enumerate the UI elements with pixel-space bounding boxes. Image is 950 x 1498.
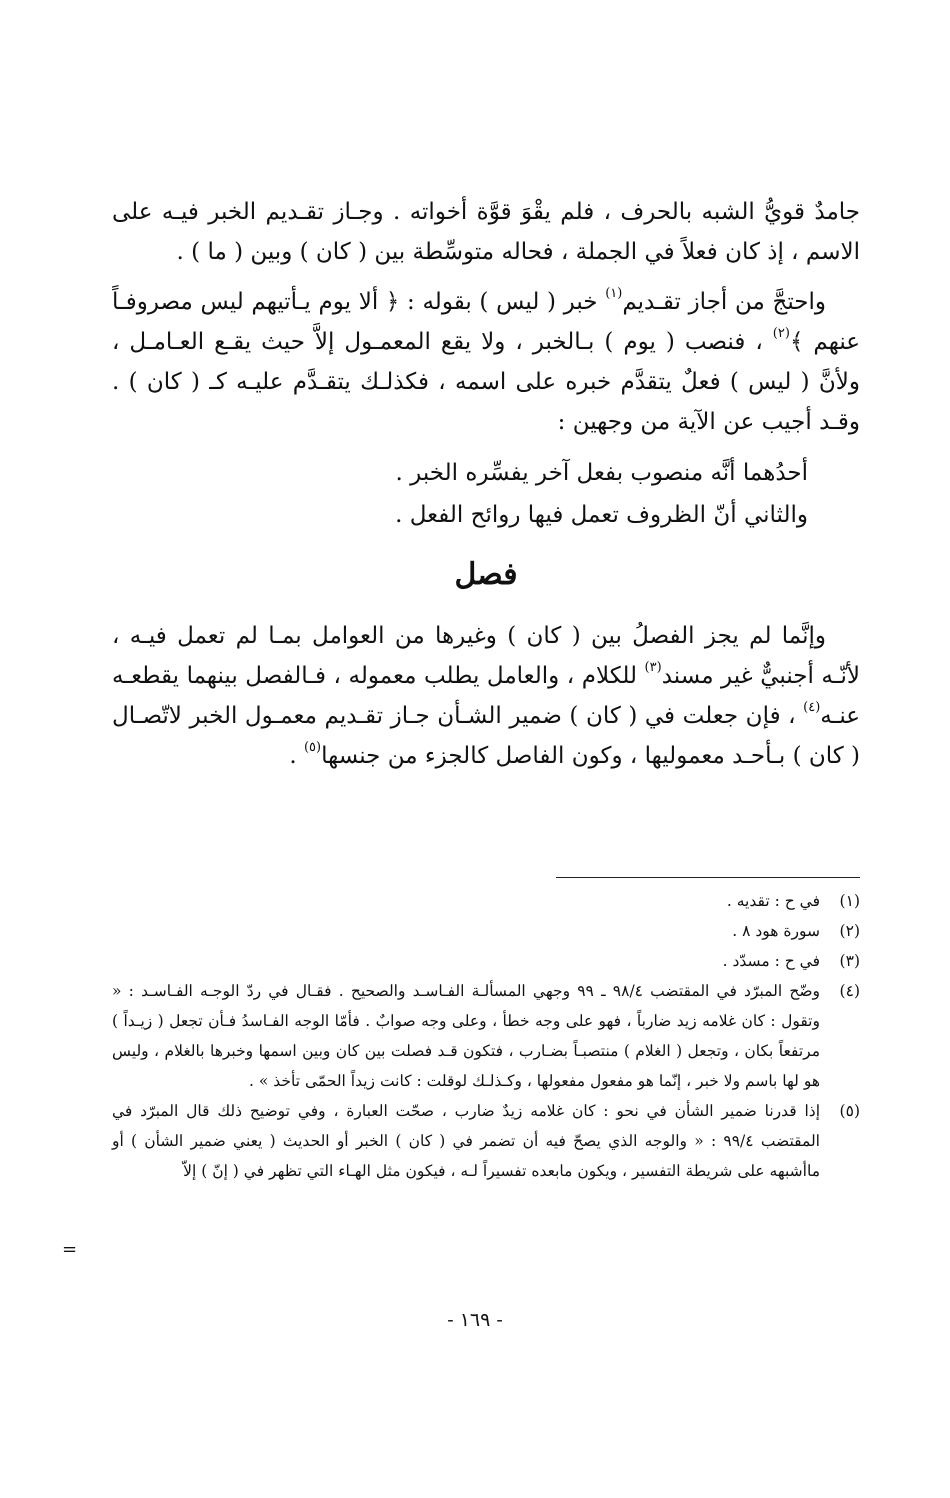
paragraph-2-part-c: ، فنصب ( يوم ) بـالخبر ، ولا يقع المعمـول إلاَّ حيث يقـع العـامـل ، ولأنَّ ( ليس ) فعلٌ يتقدَّم خبره على اسمه ، فكذلـك يتقـدَّم عليـه كـ ( كان ) . وقـد أجيب عن الآية من وجهين : xyxy=(112,329,860,435)
page-number: - ١٦٩ - xyxy=(447,1309,503,1331)
footnote-3 xyxy=(112,946,860,976)
footnote-number: (٥) xyxy=(839,1102,860,1120)
paragraph-3-part-b: للكلام ، والعامل يطلب معموله ، فـالفصل بينهما يقطعـه عنـه xyxy=(112,663,860,729)
paragraph-2-part-b: خبر ( ليس ) بقوله : ﴿ ألا يوم يـأتيهم ليس مصروفـاً عنهم ﴾ xyxy=(112,289,860,355)
footnote-1 xyxy=(112,886,860,916)
footnote-text: في ح : مسدّد . xyxy=(722,952,820,970)
case-second: والثاني أنّ الظروف تعمل فيها روائح الفعل . xyxy=(395,502,808,528)
footnote-text: في ح : تقديه . xyxy=(726,892,820,910)
footnote-number: (٣) xyxy=(839,952,860,970)
continuation-mark: = xyxy=(62,1239,78,1260)
footnote-ref-4: (٤) xyxy=(803,700,821,715)
paragraph-3-part-a: وإنَّما لم يجز الفصلُ بين ( كان ) وغيرها من العوامل بمـا لم تعمل فيـه ، لأنّـه أجنبيٌّ غير مسند xyxy=(112,623,860,689)
two-cases xyxy=(112,452,860,536)
case-first: أحدُهما أنَّه منصوب بفعل آخر يفسِّره الخبر . xyxy=(395,460,808,486)
paragraph-2 xyxy=(112,282,860,442)
footnote-text: وضّح المبرّد في المقتضب ٩٨/٤ ـ ٩٩ وجهي المسألـة الفـاسـد والصحيح . فقـال في ردّ الوجـه الفـاسـد : « وتقول : كان غلامه زيد ضارباً ، فهو على وجه خطأ ، وعلى وجه صوابٌ . فأمّا الوجه الفـاسدُ فـأن تجعل ( زيـداً ) مرتفعاً بكان ، وتجعل ( الغلام ) منتصبـاً بضـارب ، فتكون قـد فصلت بين كان وبين اسمها وخبرها بالغلام ، وليس هو لها باسم ولا خبر ، إنّما هو مفعول مفعولها ، وكـذلـك لوقلت : كانت زيداً الحمّى تأخذ » . xyxy=(112,982,820,1090)
footnote-ref-1: (١) xyxy=(605,286,623,301)
footnote-ref-5: (٥) xyxy=(303,740,322,755)
footnote-ref-3: (٣) xyxy=(644,660,662,675)
paragraph-2-part-a: واحتجَّ من أجاز تقـديم xyxy=(622,289,826,315)
paragraph-3 xyxy=(112,616,860,776)
section-heading: فصل xyxy=(454,557,518,592)
main-text xyxy=(112,192,860,786)
footnote-2 xyxy=(112,916,860,946)
footnote-number: (١) xyxy=(839,892,860,910)
footnotes xyxy=(112,886,860,1186)
paragraph-1: جامدٌ قويُّ الشبه بالحرف ، فلم يقْوَ قوَّة أخواته . وجـاز تقـديم الخبر فيـه على الاسم ، إذ كان فعلاً في الجملة ، فحاله متوسِّطة بين ( كان ) وبين ( ما ) . xyxy=(112,199,860,265)
footnote-text: سورة هود ٨ . xyxy=(732,922,820,940)
paragraph-3-part-d: . xyxy=(289,743,304,769)
footnote-number: (٤) xyxy=(839,982,860,1000)
footnote-separator xyxy=(556,877,860,878)
footnote-5 xyxy=(112,1096,860,1186)
paragraph-3-part-c: ، فإن جعلت في ( كان ) ضمير الشـأن جـاز تقـديم معمـول الخبر لاتّصـال ( كان ) بـأحـد معموليها ، وكون الفاصل كالجزء من جنسها xyxy=(112,703,860,769)
footnote-4 xyxy=(112,976,860,1096)
footnote-ref-2: (٢) xyxy=(772,326,790,341)
footnote-text: إذا قدرنا ضمير الشأن في نحو : كان غلامه زيدٌ ضارب ، صحّت العبارة ، وفي توضيح ذلك قال المبرّد في المقتضب ٩٩/٤ : « والوجه الذي يصحّ فيه أن تضمر في ( كان ) الخبر أو الحديث ( يعني ضمير الشأن ) أو ماأشبهه على شريطة التفسير ، ويكون مابعده تفسيراً لـه ، فيكون مثل الهـاء التي تظهر في ( إنّ ) إلاّ xyxy=(112,1102,820,1180)
footnote-number: (٢) xyxy=(839,922,860,940)
